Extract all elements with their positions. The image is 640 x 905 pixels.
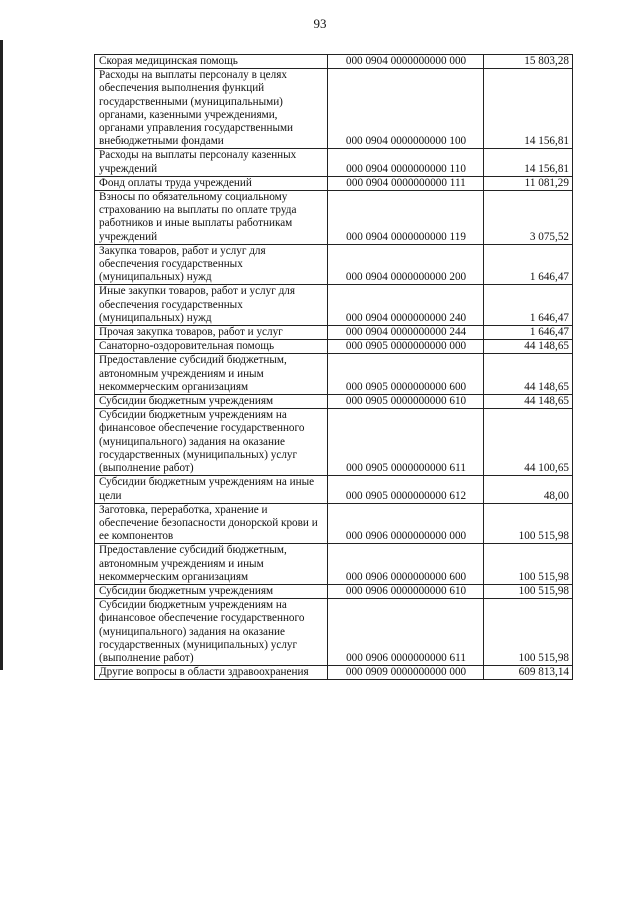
amount-cell: 15 803,28 <box>484 55 573 69</box>
budget-code-cell: 000 0909 0000000000 000 <box>328 666 484 680</box>
expense-name-cell: Предоставление субсидий бюджетным, автономным учреждениям и иным некоммерческим организациям <box>95 544 328 585</box>
page-number: 93 <box>313 16 327 31</box>
expense-name-cell: Санаторно-оздоровительная помощь <box>95 340 328 354</box>
table-row <box>95 544 573 585</box>
expense-name-cell: Субсидии бюджетным учреждениям на иные цели <box>95 476 328 503</box>
amount-cell: 100 515,98 <box>484 503 573 544</box>
table-row <box>95 55 573 69</box>
table-row <box>95 476 573 503</box>
expense-name-cell: Субсидии бюджетным учреждениям <box>95 584 328 598</box>
expense-name-cell: Фонд оплаты труда учреждений <box>95 176 328 190</box>
amount-cell: 100 515,98 <box>484 584 573 598</box>
table-row <box>95 584 573 598</box>
amount-cell: 48,00 <box>484 476 573 503</box>
budget-code-cell: 000 0904 0000000000 100 <box>328 69 484 149</box>
table-row <box>95 69 573 149</box>
budget-code-cell: 000 0904 0000000000 240 <box>328 285 484 326</box>
amount-cell: 14 156,81 <box>484 149 573 176</box>
budget-code-cell: 000 0904 0000000000 200 <box>328 244 484 285</box>
table-row <box>95 666 573 680</box>
budget-code-cell: 000 0904 0000000000 110 <box>328 149 484 176</box>
amount-cell: 1 646,47 <box>484 244 573 285</box>
budget-code-cell: 000 0906 0000000000 600 <box>328 544 484 585</box>
budget-table <box>94 54 573 680</box>
budget-code-cell: 000 0906 0000000000 610 <box>328 584 484 598</box>
expense-name-cell: Заготовка, переработка, хранение и обеспечение безопасности донорской крови и ее компонентов <box>95 503 328 544</box>
budget-code-cell: 000 0905 0000000000 610 <box>328 395 484 409</box>
amount-cell: 44 100,65 <box>484 409 573 476</box>
table-row <box>95 244 573 285</box>
table-row <box>95 503 573 544</box>
table-row <box>95 326 573 340</box>
table-row <box>95 395 573 409</box>
amount-cell: 100 515,98 <box>484 544 573 585</box>
budget-code-cell: 000 0905 0000000000 612 <box>328 476 484 503</box>
table-row <box>95 285 573 326</box>
expense-name-cell: Скорая медицинская помощь <box>95 55 328 69</box>
amount-cell: 11 081,29 <box>484 176 573 190</box>
budget-code-cell: 000 0906 0000000000 611 <box>328 599 484 666</box>
amount-cell: 44 148,65 <box>484 354 573 395</box>
scan-edge-shadow <box>0 40 3 670</box>
amount-cell: 3 075,52 <box>484 191 573 245</box>
amount-cell: 44 148,65 <box>484 340 573 354</box>
budget-code-cell: 000 0905 0000000000 600 <box>328 354 484 395</box>
budget-table-body <box>95 55 573 680</box>
table-row <box>95 340 573 354</box>
table-row <box>95 191 573 245</box>
budget-code-cell: 000 0904 0000000000 244 <box>328 326 484 340</box>
table-row <box>95 354 573 395</box>
table-row <box>95 176 573 190</box>
amount-cell: 44 148,65 <box>484 395 573 409</box>
table-row <box>95 599 573 666</box>
expense-name-cell: Расходы на выплаты персоналу казенных учреждений <box>95 149 328 176</box>
amount-cell: 14 156,81 <box>484 69 573 149</box>
budget-code-cell: 000 0905 0000000000 611 <box>328 409 484 476</box>
budget-code-cell: 000 0904 0000000000 119 <box>328 191 484 245</box>
amount-cell: 100 515,98 <box>484 599 573 666</box>
table-row <box>95 409 573 476</box>
expense-name-cell: Субсидии бюджетным учреждениям на финансовое обеспечение государственного (муниципального) задания на оказание государственных (муниципальных) услуг (выполнение работ) <box>95 599 328 666</box>
budget-code-cell: 000 0906 0000000000 000 <box>328 503 484 544</box>
budget-code-cell: 000 0904 0000000000 000 <box>328 55 484 69</box>
expense-name-cell: Субсидии бюджетным учреждениям <box>95 395 328 409</box>
budget-code-cell: 000 0905 0000000000 000 <box>328 340 484 354</box>
amount-cell: 1 646,47 <box>484 326 573 340</box>
expense-name-cell: Прочая закупка товаров, работ и услуг <box>95 326 328 340</box>
table-row <box>95 149 573 176</box>
amount-cell: 609 813,14 <box>484 666 573 680</box>
expense-name-cell: Взносы по обязательному социальному страхованию на выплаты по оплате труда работников и иные выплаты работникам учреждений <box>95 191 328 245</box>
expense-name-cell: Субсидии бюджетным учреждениям на финансовое обеспечение государственного (муниципального) задания на оказание государственных (муниципальных) услуг (выполнение работ) <box>95 409 328 476</box>
expense-name-cell: Закупка товаров, работ и услуг для обеспечения государственных (муниципальных) нужд <box>95 244 328 285</box>
expense-name-cell: Иные закупки товаров, работ и услуг для обеспечения государственных (муниципальных) нужд <box>95 285 328 326</box>
expense-name-cell: Расходы на выплаты персоналу в целях обеспечения выполнения функций государственными (муниципальными) органами, казенными учреждениями, органами управления государственными внебюджетными фондами <box>95 69 328 149</box>
expense-name-cell: Другие вопросы в области здравоохранения <box>95 666 328 680</box>
amount-cell: 1 646,47 <box>484 285 573 326</box>
expense-name-cell: Предоставление субсидий бюджетным, автономным учреждениям и иным некоммерческим организациям <box>95 354 328 395</box>
budget-code-cell: 000 0904 0000000000 111 <box>328 176 484 190</box>
